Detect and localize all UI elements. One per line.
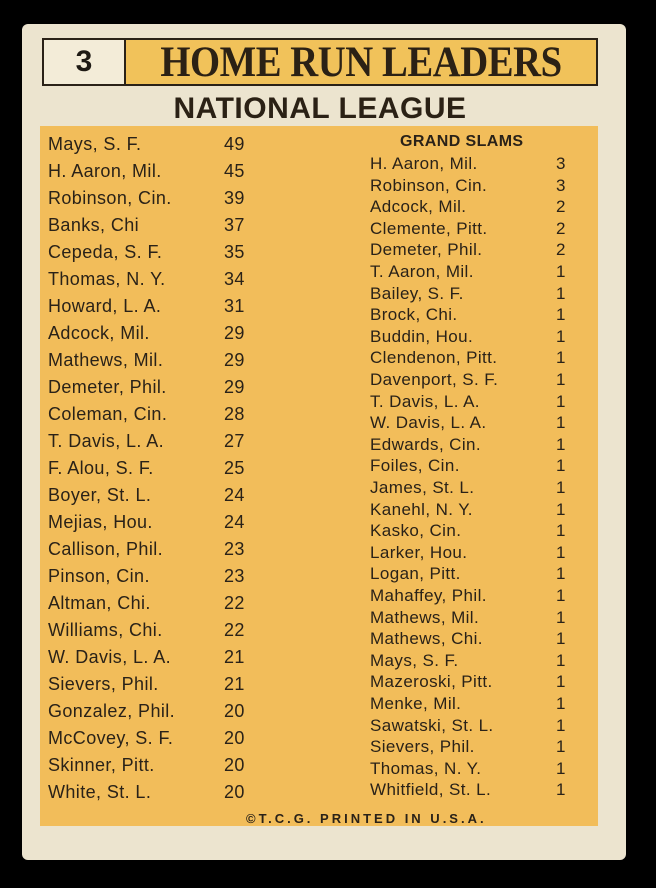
grand-slam-count: 1 (556, 564, 566, 583)
grand-slam-count: 1 (556, 327, 566, 346)
home-run-count: 25 (224, 458, 245, 478)
grand-slam-player-name: Mahaffey, Phil. (370, 586, 487, 605)
grand-slam-count: 1 (556, 543, 566, 562)
home-run-count: 37 (224, 215, 245, 235)
league-subtitle: NATIONAL LEAGUE (173, 92, 467, 125)
grand-slam-player-name: Mazeroski, Pitt. (370, 672, 493, 691)
grand-slam-count: 1 (556, 305, 566, 324)
home-run-player-name: Altman, Chi. (48, 593, 151, 613)
grand-slam-player-name: Adcock, Mil. (370, 197, 467, 216)
home-run-count: 23 (224, 539, 245, 559)
home-run-count: 29 (224, 350, 245, 370)
grand-slam-player-name: Foiles, Cin. (370, 456, 460, 475)
home-run-count: 27 (224, 431, 245, 451)
grand-slam-player-name: Clendenon, Pitt. (370, 348, 498, 367)
grand-slams-title: GRAND SLAMS (400, 133, 524, 150)
grand-slam-player-name: T. Davis, L. A. (370, 392, 480, 411)
grand-slam-player-name: Kasko, Cin. (370, 521, 462, 540)
grand-slam-player-name: H. Aaron, Mil. (370, 154, 478, 173)
home-run-count: 29 (224, 323, 245, 343)
grand-slam-count: 1 (556, 608, 566, 627)
home-run-player-name: Gonzalez, Phil. (48, 701, 176, 721)
home-run-count: 39 (224, 188, 245, 208)
grand-slam-player-name: Larker, Hou. (370, 543, 468, 562)
grand-slam-count: 3 (556, 176, 566, 195)
home-run-count: 21 (224, 647, 245, 667)
grand-slam-count: 1 (556, 435, 566, 454)
home-run-count: 20 (224, 728, 245, 748)
home-run-count: 20 (224, 755, 245, 775)
home-run-player-name: Callison, Phil. (48, 539, 164, 559)
grand-slam-count: 1 (556, 586, 566, 605)
grand-slam-player-name: W. Davis, L. A. (370, 413, 487, 432)
grand-slam-count: 1 (556, 370, 566, 389)
grand-slam-player-name: Menke, Mil. (370, 694, 462, 713)
home-run-player-name: White, St. L. (48, 782, 152, 802)
grand-slam-player-name: Mays, S. F. (370, 651, 459, 670)
home-run-player-name: Skinner, Pitt. (48, 755, 155, 775)
home-run-player-name: Cepeda, S. F. (48, 242, 163, 262)
home-run-player-name: T. Davis, L. A. (48, 431, 165, 451)
home-run-player-name: Mejias, Hou. (48, 512, 153, 532)
home-run-player-name: Robinson, Cin. (48, 188, 172, 208)
card-title: HOME RUN LEADERS (160, 38, 562, 86)
grand-slam-count: 1 (556, 759, 566, 778)
grand-slam-count: 1 (556, 737, 566, 756)
home-run-count: 35 (224, 242, 245, 262)
home-run-count: 21 (224, 674, 245, 694)
home-run-count: 20 (224, 701, 245, 721)
grand-slam-count: 1 (556, 478, 566, 497)
grand-slam-player-name: Mathews, Chi. (370, 629, 483, 648)
grand-slam-count: 1 (556, 780, 566, 799)
home-run-count: 22 (224, 593, 245, 613)
grand-slam-count: 1 (556, 521, 566, 540)
grand-slam-count: 1 (556, 716, 566, 735)
home-run-count: 31 (224, 296, 245, 316)
home-run-count: 49 (224, 134, 245, 154)
grand-slam-player-name: Whitfield, St. L. (370, 780, 492, 799)
home-run-count: 34 (224, 269, 245, 289)
home-run-player-name: Banks, Chi (48, 215, 140, 235)
grand-slam-player-name: Clemente, Pitt. (370, 219, 488, 238)
home-run-player-name: Boyer, St. L. (48, 485, 152, 505)
grand-slam-count: 2 (556, 240, 566, 259)
home-run-player-name: Demeter, Phil. (48, 377, 167, 397)
grand-slam-player-name: Kanehl, N. Y. (370, 500, 473, 519)
grand-slam-count: 1 (556, 694, 566, 713)
home-run-player-name: Pinson, Cin. (48, 566, 150, 586)
home-run-player-name: Mathews, Mil. (48, 350, 164, 370)
grand-slam-player-name: Mathews, Mil. (370, 608, 480, 627)
card-number: 3 (44, 40, 126, 84)
home-run-count: 22 (224, 620, 245, 640)
card-header (42, 38, 598, 86)
grand-slam-count: 1 (556, 672, 566, 691)
copyright-footer: ©T.C.G. PRINTED IN U.S.A. (246, 811, 487, 826)
home-run-count: 24 (224, 512, 245, 532)
grand-slam-player-name: Sievers, Phil. (370, 737, 475, 756)
home-run-player-name: McCovey, S. F. (48, 728, 174, 748)
grand-slam-player-name: James, St. L. (370, 478, 475, 497)
grand-slam-player-name: Thomas, N. Y. (370, 759, 482, 778)
grand-slam-player-name: Brock, Chi. (370, 305, 458, 324)
home-run-count: 45 (224, 161, 245, 181)
home-run-count: 20 (224, 782, 245, 802)
grand-slam-count: 1 (556, 284, 566, 303)
home-run-player-name: Howard, L. A. (48, 296, 162, 316)
grand-slam-player-name: Buddin, Hou. (370, 327, 474, 346)
grand-slam-count: 1 (556, 262, 566, 281)
home-run-player-name: Adcock, Mil. (48, 323, 150, 343)
home-run-player-name: Mays, S. F. (48, 134, 142, 154)
grand-slam-count: 1 (556, 413, 566, 432)
grand-slam-player-name: Robinson, Cin. (370, 176, 488, 195)
grand-slam-player-name: T. Aaron, Mil. (370, 262, 474, 281)
grand-slam-player-name: Edwards, Cin. (370, 435, 482, 454)
grand-slam-player-name: Logan, Pitt. (370, 564, 461, 583)
grand-slam-count: 3 (556, 154, 566, 173)
grand-slam-player-name: Bailey, S. F. (370, 284, 464, 303)
home-run-count: 29 (224, 377, 245, 397)
grand-slam-count: 2 (556, 197, 566, 216)
home-run-count: 24 (224, 485, 245, 505)
home-run-count: 23 (224, 566, 245, 586)
grand-slam-count: 1 (556, 629, 566, 648)
home-run-player-name: H. Aaron, Mil. (48, 161, 162, 181)
home-run-player-name: Thomas, N. Y. (48, 269, 166, 289)
grand-slam-count: 1 (556, 392, 566, 411)
grand-slam-count: 2 (556, 219, 566, 238)
home-run-player-name: Williams, Chi. (48, 620, 163, 640)
home-run-player-name: Sievers, Phil. (48, 674, 159, 694)
grand-slam-count: 1 (556, 456, 566, 475)
home-run-player-name: W. Davis, L. A. (48, 647, 172, 667)
grand-slam-count: 1 (556, 348, 566, 367)
grand-slam-player-name: Sawatski, St. L. (370, 716, 494, 735)
home-run-player-name: Coleman, Cin. (48, 404, 168, 424)
home-run-count: 28 (224, 404, 245, 424)
home-run-player-name: F. Alou, S. F. (48, 458, 154, 478)
grand-slam-player-name: Davenport, S. F. (370, 370, 499, 389)
grand-slam-count: 1 (556, 500, 566, 519)
grand-slam-player-name: Demeter, Phil. (370, 240, 483, 259)
grand-slam-count: 1 (556, 651, 566, 670)
